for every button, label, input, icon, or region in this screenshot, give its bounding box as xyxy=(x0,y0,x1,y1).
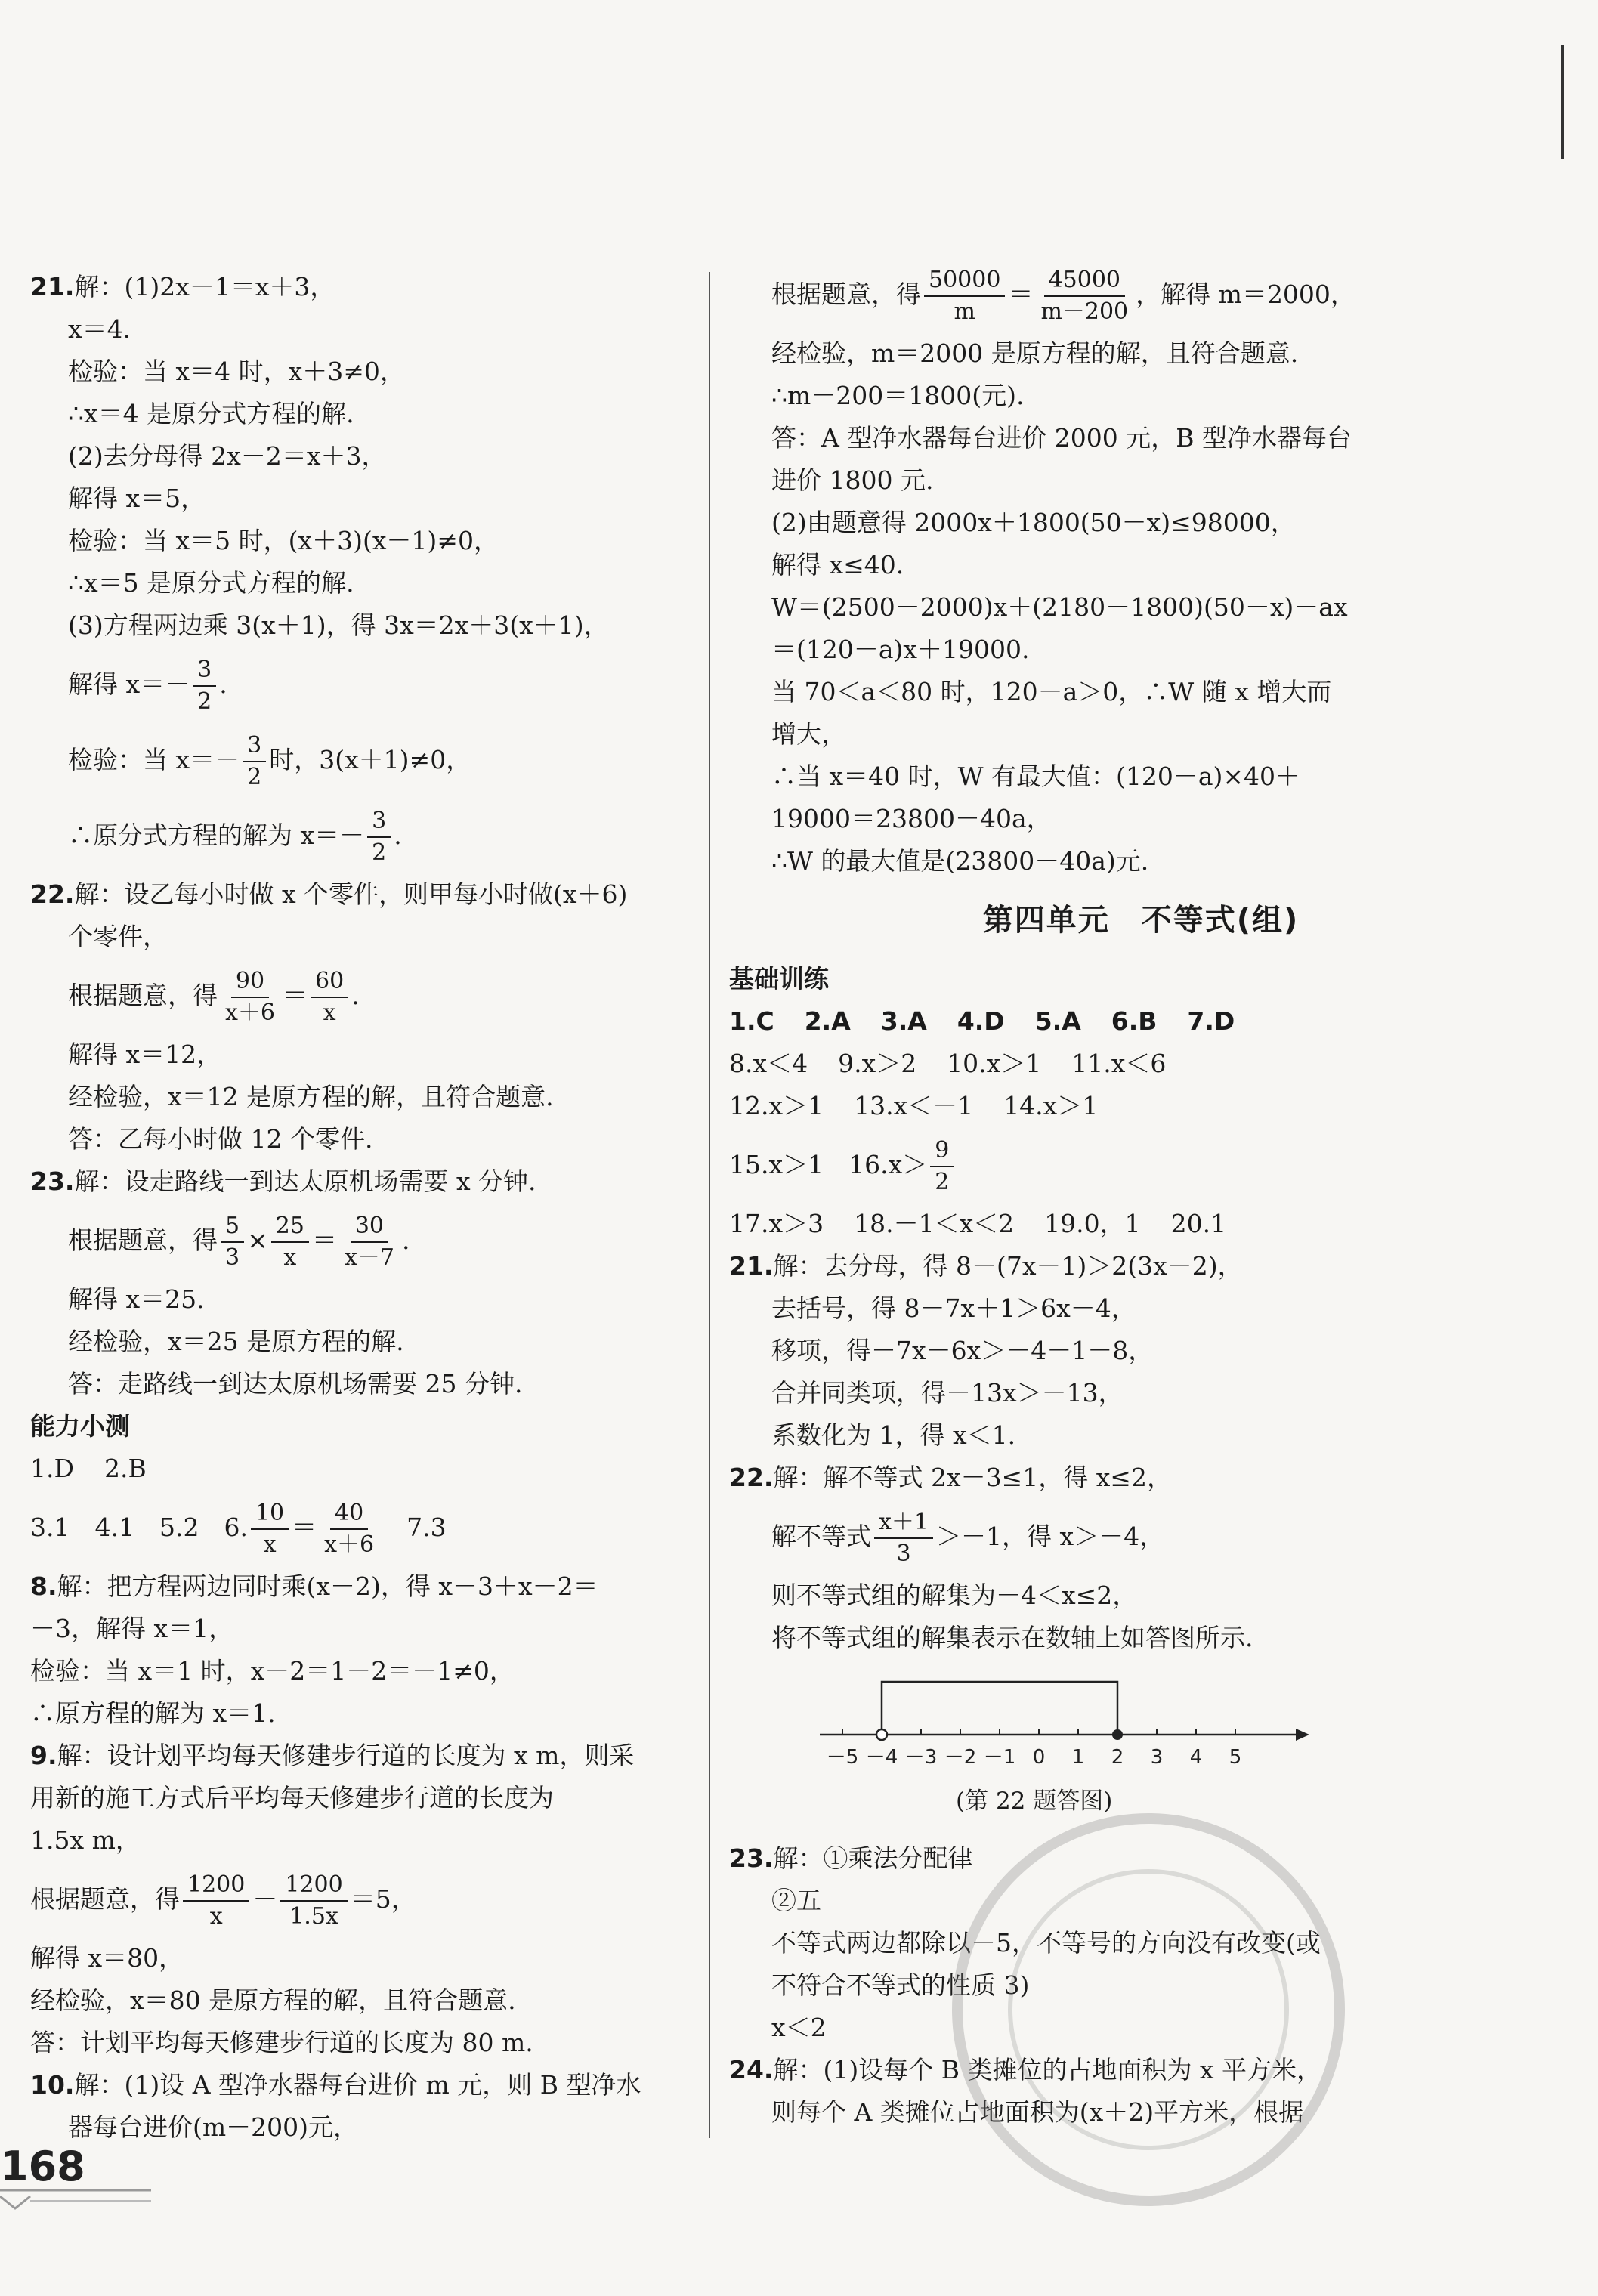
q22-line: 答：乙每小时做 12 个零件. xyxy=(68,1124,373,1154)
q10-line: ∴m－200＝1800(元). xyxy=(771,381,1025,410)
q8-line: ∴原方程的解为 x＝1. xyxy=(30,1698,276,1728)
basic-answers-row: 17.x＞3 18.－1＜x＜2 19.0，1 20.1 xyxy=(729,1209,1227,1238)
q22-line: 个零件， xyxy=(68,922,168,951)
q9-line: 解得 x＝80， xyxy=(30,1943,184,1973)
number-line-tick-label: 0 xyxy=(1032,1746,1046,1769)
fraction: $\frac{3}{2}$ xyxy=(367,806,391,868)
q10-line: 增大， xyxy=(771,719,846,749)
q21-line: 21.解：(1)2x－1＝x＋3， xyxy=(30,272,335,301)
ability-answers: 3.1 4.1 5.2 6. $\frac{10}{x}$ ＝ $\frac{40}{x+6}$ 7.3 xyxy=(30,1490,688,1565)
q21-line: ∴原分式方程的解为 x＝－ $\frac{3}{2}$ . xyxy=(30,798,688,873)
left-column xyxy=(30,266,688,2149)
q10-line: 根据题意，得 $\frac{50000}{m}$ ＝ $\frac{45000}{m-200}$ ，解得 m＝2000， xyxy=(729,257,1553,332)
page-number: 168 xyxy=(0,2143,85,2190)
q8-line: 8.解：把方程两边同时乘(x－2)，得 x－3＋x－2＝ xyxy=(30,1571,598,1601)
number-line xyxy=(820,1667,1318,1780)
page-edge-mark xyxy=(1561,45,1564,159)
figure-caption: (第 22 题答图) xyxy=(956,1788,1113,1815)
q21-line: 检验：当 x＝4 时，x＋3≠0， xyxy=(68,357,405,386)
q21-line: 解得 x＝－ $\frac{3}{2}$ . xyxy=(30,647,688,722)
q23-line: x＜2 xyxy=(771,2013,827,2042)
q22-line: 解得 x＝12， xyxy=(68,1040,222,1069)
closed-point xyxy=(1112,1729,1123,1740)
q21-line: 21.解：去分母，得 8－(7x－1)＞2(3x－2)， xyxy=(729,1251,1243,1281)
q10-line: 器每台进价(m－200)元， xyxy=(68,2112,359,2142)
number-line-arrow xyxy=(1296,1729,1309,1741)
fraction: $\frac{10}{x}$ xyxy=(251,1498,289,1560)
q8-line: －3，解得 x＝1， xyxy=(30,1614,234,1643)
q23-line: 经检验，x＝25 是原方程的解. xyxy=(68,1327,404,1356)
q10-line: W＝(2500－2000)x＋(2180－1800)(50－x)－ax xyxy=(771,592,1348,622)
q21-line: 检验：当 x＝－ $\frac{3}{2}$ 时，3(x＋1)≠0， xyxy=(30,722,688,798)
q21-line: (2)去分母得 2x－2＝x＋3， xyxy=(68,441,387,471)
fraction: $\frac{25}{x}$ xyxy=(271,1211,309,1273)
q24-line: 24.解：(1)设每个 B 类摊位的占地面积为 x 平方米， xyxy=(729,2055,1322,2084)
number-line-tick-label: －2 xyxy=(944,1746,977,1769)
q10-line: ∴当 x＝40 时，W 有最大值：(120－a)×40＋ xyxy=(771,762,1301,791)
q23-line: 答：走路线一到达太原机场需要 25 分钟. xyxy=(68,1369,523,1398)
q21-line: x＝4. xyxy=(68,314,131,344)
q22-line: 经检验，x＝12 是原方程的解，且符合题意. xyxy=(68,1082,554,1111)
basic-answers-row: 8.x＜4 9.x＞2 10.x＞1 11.x＜6 xyxy=(729,1049,1167,1078)
q23-line: 不等式两边都除以－5，不等号的方向没有改变(或 xyxy=(771,1928,1321,1958)
unit-title: 第四单元 不等式(组) xyxy=(982,903,1300,938)
q21-line: 移项，得－7x－6x＞－4－1－8， xyxy=(771,1336,1154,1365)
q23-line: 根据题意，得 $\frac{5}{3}$ × $\frac{25}{x}$ ＝ $\frac{30}{x-7}$ . xyxy=(30,1203,688,1278)
q9-line: 用新的施工方式后平均每天修建步行道的长度为 xyxy=(30,1783,554,1812)
q23-line: ②五 xyxy=(771,1886,821,1915)
page-number-decoration xyxy=(0,2187,151,2210)
q23-line: 解得 x＝25. xyxy=(68,1284,205,1314)
q22-line: 则不等式组的解集为－4＜x≤2， xyxy=(771,1581,1138,1610)
q21-line: ∴x＝4 是原分式方程的解. xyxy=(68,399,354,428)
fraction: $\frac{40}{x+6}$ xyxy=(324,1500,375,1558)
number-line-tick-label: －3 xyxy=(904,1746,938,1769)
watermark-seal xyxy=(952,1813,1345,2206)
column-divider xyxy=(709,272,710,2138)
number-line-tick-label: 1 xyxy=(1071,1746,1085,1769)
q24-line: 则每个 A 类摊位占地面积为(x＋2)平方米，根据 xyxy=(771,2097,1304,2127)
q21-line: 检验：当 x＝5 时，(x＋3)(x－1)≠0， xyxy=(68,526,499,555)
q9-line: 根据题意，得 $\frac{1200}{x}$ － $\frac{1200}{1.5x}$ ＝5， xyxy=(30,1862,688,1937)
q9-line: 答：计划平均每天修建步行道的长度为 80 m. xyxy=(30,2028,533,2057)
q22-line: 22.解：设乙每小时做 x 个零件，则甲每小时做(x＋6) xyxy=(30,879,628,909)
q21-line: 去括号，得 8－7x＋1＞6x－4， xyxy=(771,1293,1136,1323)
q10-line: 解得 x≤40. xyxy=(771,550,904,579)
q10-line: ∴W 的最大值是(23800－40a)元. xyxy=(771,846,1149,876)
number-line-tick-label: 3 xyxy=(1150,1746,1164,1769)
q10-line: 19000＝23800－40a， xyxy=(771,804,1052,833)
q10-line: 答：A 型净水器每台进价 2000 元，B 型净水器每台 xyxy=(771,423,1352,453)
basic-answers-row: 1.C 2.A 3.A 4.D 5.A 6.B 7.D xyxy=(729,1006,1235,1036)
fraction: $\frac{50000}{m}$ xyxy=(924,265,1005,327)
q10-line: 经检验，m＝2000 是原方程的解，且符合题意. xyxy=(771,338,1299,368)
q21-line: ∴x＝5 是原分式方程的解. xyxy=(68,568,354,598)
fraction: $\frac{1200}{1.5x}$ xyxy=(280,1870,347,1932)
q21-line: 解得 x＝5， xyxy=(68,484,206,513)
q8-line: 检验：当 x＝1 时，x－2＝1－2＝－1≠0， xyxy=(30,1656,515,1686)
ability-answers: 1.D 2.B xyxy=(30,1454,147,1483)
number-line-tick-label: －1 xyxy=(983,1746,1016,1769)
q10-line: (2)由题意得 2000x＋1800(50－x)≤98000， xyxy=(771,508,1296,537)
number-line-tick-label: －4 xyxy=(865,1746,898,1769)
q22-line: 根据题意，得 $\frac{90}{x+6}$ ＝ $\frac{60}{x}$ . xyxy=(30,958,688,1034)
fraction: $\frac{45000}{m-200}$ xyxy=(1040,267,1129,325)
basic-answers-row: 15.x＞1 16.x＞ $\frac{9}{2}$ xyxy=(729,1127,1553,1203)
number-line-tick-label: 2 xyxy=(1111,1746,1124,1769)
q22-line: 将不等式组的解集表示在数轴上如答图所示. xyxy=(771,1623,1253,1652)
q10-line: 进价 1800 元. xyxy=(771,465,934,495)
number-line-tick-label: －5 xyxy=(826,1746,859,1769)
section-heading-basic: 基础训练 xyxy=(729,964,829,993)
fraction: $\frac{3}{2}$ xyxy=(193,655,216,717)
fraction: $\frac{90}{x+6}$ xyxy=(225,968,276,1026)
fraction: $\frac{60}{x}$ xyxy=(311,966,348,1028)
open-point xyxy=(876,1729,887,1740)
fraction: $\frac{30}{x-7}$ xyxy=(344,1213,394,1271)
q21-line: (3)方程两边乘 3(x＋1)，得 3x＝2x＋3(x＋1)， xyxy=(68,610,609,640)
section-heading-ability: 能力小测 xyxy=(30,1411,130,1441)
q22-line: 22.解：解不等式 2x－3≤1，得 x≤2， xyxy=(729,1463,1172,1492)
fraction: $\frac{x+1}{3}$ xyxy=(874,1507,933,1569)
fraction: $\frac{5}{3}$ xyxy=(221,1211,244,1273)
number-line-tick-label: 4 xyxy=(1189,1746,1203,1769)
number-line-figure xyxy=(820,1667,1553,1780)
fraction: $\frac{3}{2}$ xyxy=(243,731,266,793)
q23-line: 23.解：①乘法分配律 xyxy=(729,1843,973,1873)
number-line-tick-label: 5 xyxy=(1229,1746,1242,1769)
q23-line: 23.解：设走路线一到达太原机场需要 x 分钟. xyxy=(30,1167,536,1196)
q21-line: 合并同类项，得－13x＞－13， xyxy=(771,1378,1124,1408)
basic-answers-row: 12.x＞1 13.x＜－1 14.x＞1 xyxy=(729,1091,1099,1120)
fraction: $\frac{1200}{x}$ xyxy=(183,1870,249,1932)
q9-line: 9.解：设计划平均每天修建步行道的长度为 x m，则采 xyxy=(30,1741,635,1770)
fraction: $\frac{9}{2}$ xyxy=(930,1136,954,1197)
q10-line: ＝(120－a)x＋19000. xyxy=(771,635,1030,664)
q10-line: 当 70＜a＜80 时，120－a＞0，∴W 随 x 增大而 xyxy=(771,677,1332,706)
q9-line: 经检验，x＝80 是原方程的解，且符合题意. xyxy=(30,1985,516,2015)
q21-line: 系数化为 1，得 x＜1. xyxy=(771,1420,1016,1450)
watermark-seal-ring xyxy=(1008,1869,1289,2150)
q22-line: 解不等式 $\frac{x+1}{3}$ ＞－1，得 x＞－4， xyxy=(729,1499,1553,1574)
q10-line: 10.解：(1)设 A 型净水器每台进价 m 元，则 B 型净水 xyxy=(30,2070,641,2100)
q23-line: 不符合不等式的性质 3) xyxy=(771,1970,1030,2000)
solution-set-bracket xyxy=(882,1682,1117,1735)
q9-line: 1.5x m， xyxy=(30,1825,141,1855)
